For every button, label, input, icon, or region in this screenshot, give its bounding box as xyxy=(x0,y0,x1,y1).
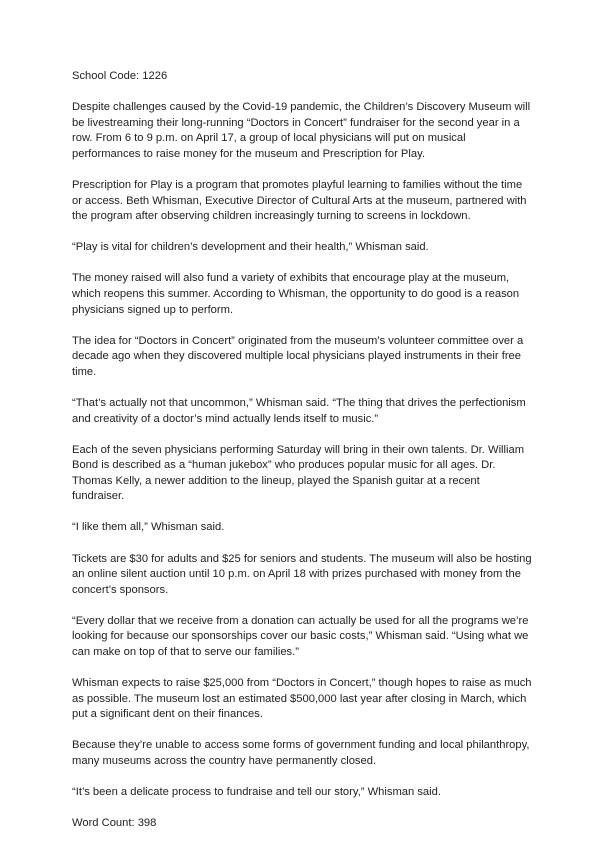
article-body xyxy=(72,69,532,847)
paragraph-4: The money raised will also fund a variety of exhibits that encourage play at the museum, which reopens this summer. According to Whisman, the opportunity to do good is a reason physicians signed up to perform. xyxy=(72,272,520,316)
paragraph-7: Each of the seven physicians performing Saturday will bring in their own talents. Dr. William Bond is described as a “human jukebox” who produces popular music for all ages. Dr. Thomas Kelly, a newer addition to the lineup, played the Spanish guitar at a recent fundraiser. xyxy=(72,443,525,503)
school-code: School Code: 1226 xyxy=(72,70,168,82)
paragraph-3: “Play is vital for children’s development and their health,” Whisman said. xyxy=(72,241,429,254)
paragraph-6: “That’s actually not that uncommon,” Whisman said. “The thing that drives the perfectionism and creativity of a doctor’s mind actually lends itself to music.” xyxy=(72,396,526,425)
paragraph-11: Whisman expects to raise $25,000 from “Doctors in Concert,” though hopes to raise as much as possible. The museum lost an estimated $500,000 last year after closing in March, which put a significant dent on their finances. xyxy=(72,677,532,721)
paragraph-10: “Every dollar that we receive from a donation can actually be used for all the programs we’re looking for because our sponsorships cover our basic costs,” Whisman said. “Using what we can make on top of that to serve our families.” xyxy=(72,614,529,659)
word-count: Word Count: 398 xyxy=(72,817,157,830)
paragraph-12: Because they’re unable to access some forms of government funding and local philanthropy, many museums across the country have permanently closed. xyxy=(72,739,530,767)
paragraph-8: “I like them all,” Whisman said. xyxy=(72,521,225,534)
paragraph-13: “It’s been a delicate process to fundraise and tell our story,” Whisman said. xyxy=(72,786,441,799)
paragraph-1: Despite challenges caused by the Covid-19 pandemic, the Children’s Discovery Museum will be livestreaming their long-running “Doctors in Concert” fundraiser for the second year in a row. From 6 to 9 p.m. on April 17, a group of local physicians will put on musical performances to raise money for the museum and Prescription for Play. xyxy=(72,101,531,160)
paragraph-9: Tickets are $30 for adults and $25 for seniors and students. The museum will also be hosting an online silent auction until 10 p.m. on April 18 with prizes purchased with money from the concert’s sponsors. xyxy=(72,552,532,596)
paragraph-5: The idea for “Doctors in Concert” originated from the museum’s volunteer committee over a decade ago when they discovered multiple local physicians played instruments in their free time. xyxy=(72,334,524,378)
paragraph-2: Prescription for Play is a program that promotes playful learning to families without the time or access. Beth Whisman, Executive Director of Cultural Arts at the museum, partnered with the program after observing children increasingly turning to screens in lockdown. xyxy=(72,178,527,223)
